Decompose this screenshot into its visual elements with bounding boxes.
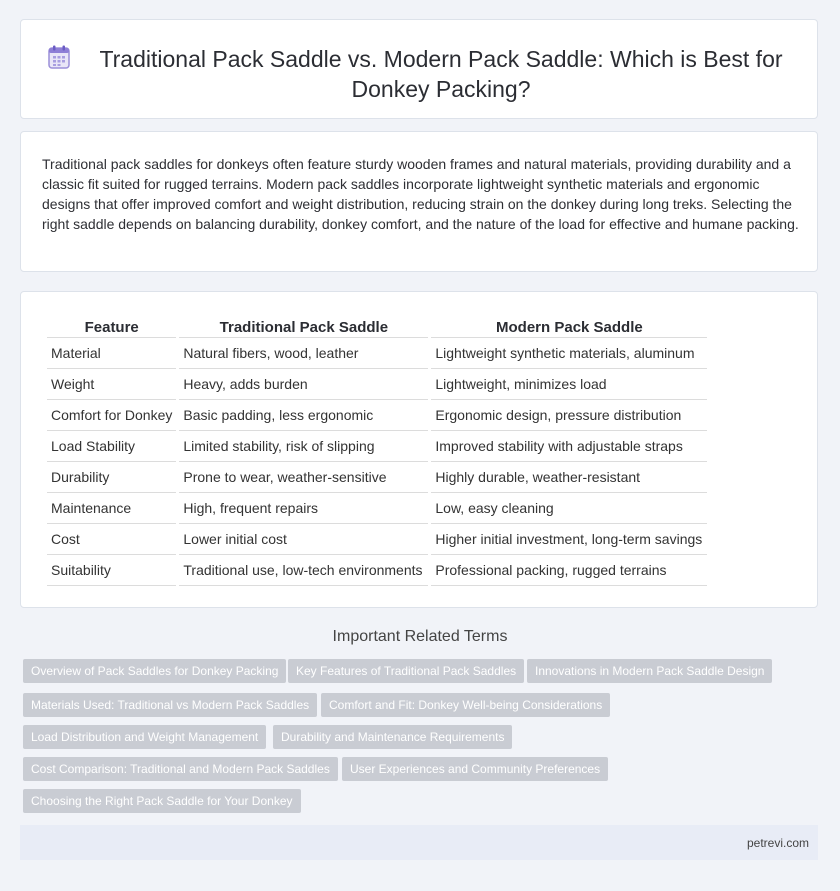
table-row <box>47 369 707 400</box>
related-term-tag[interactable]: Choosing the Right Pack Saddle for Your Donkey <box>23 789 301 813</box>
table-cell-traditional: Prone to wear, weather-sensitive <box>179 462 428 493</box>
column-header-traditional: Traditional Pack Saddle <box>179 317 428 338</box>
column-header-feature: Feature <box>47 317 176 338</box>
related-term-tag[interactable]: Load Distribution and Weight Management <box>23 725 266 749</box>
table-cell-traditional: Natural fibers, wood, leather <box>179 338 428 369</box>
related-term-tag[interactable]: Cost Comparison: Traditional and Modern Pack Saddles <box>23 757 338 781</box>
table-cell-modern: Improved stability with adjustable straps <box>431 431 707 462</box>
table-cell-modern: Lightweight, minimizes load <box>431 369 707 400</box>
related-term-tag[interactable]: User Experiences and Community Preferences <box>342 757 608 781</box>
related-term-tag[interactable]: Overview of Pack Saddles for Donkey Packing <box>23 659 286 683</box>
table-row <box>47 555 707 586</box>
related-terms-heading: Important Related Terms <box>332 628 508 645</box>
table-cell-traditional: Limited stability, risk of slipping <box>179 431 428 462</box>
table-cell-modern: Professional packing, rugged terrains <box>431 555 707 586</box>
column-header-modern: Modern Pack Saddle <box>431 317 707 338</box>
calendar-icon <box>48 45 70 70</box>
related-term-tag[interactable]: Comfort and Fit: Donkey Well-being Considerations <box>321 693 610 717</box>
table-cell-modern: Highly durable, weather-resistant <box>431 462 707 493</box>
table-cell-traditional: Basic padding, less ergonomic <box>179 400 428 431</box>
table-cell-traditional: Lower initial cost <box>179 524 428 555</box>
table-cell-feature: Material <box>47 338 176 369</box>
table-cell-feature: Weight <box>47 369 176 400</box>
intro-card <box>20 131 818 272</box>
table-cell-traditional: High, frequent repairs <box>179 493 428 524</box>
related-term-tag[interactable]: Durability and Maintenance Requirements <box>273 725 512 749</box>
table-cell-feature: Maintenance <box>47 493 176 524</box>
table-cell-modern: Low, easy cleaning <box>431 493 707 524</box>
comparison-card <box>20 291 818 608</box>
table-cell-modern: Lightweight synthetic materials, aluminum <box>431 338 707 369</box>
comparison-table <box>44 317 710 586</box>
intro-paragraph: Traditional pack saddles for donkeys often feature sturdy wooden frames and natural materials, providing durability and a classic fit suited for rugged terrains. Modern pack saddles incorporate lightweight synthetic materials and ergonomic designs that offer improved comfort and weight distribution, reducing strain on the donkey during long treks. Selecting the right saddle depends on balancing durability, donkey comfort, and the nature of the load for effective and humane packing. <box>42 156 799 232</box>
table-row <box>47 338 707 369</box>
table-cell-traditional: Heavy, adds burden <box>179 369 428 400</box>
table-row <box>47 462 707 493</box>
footer <box>20 825 818 860</box>
table-row <box>47 400 707 431</box>
table-cell-feature: Suitability <box>47 555 176 586</box>
table-row <box>47 431 707 462</box>
table-header-row <box>47 317 707 338</box>
table-cell-modern: Higher initial investment, long-term savings <box>431 524 707 555</box>
table-cell-feature: Cost <box>47 524 176 555</box>
page-title: Traditional Pack Saddle vs. Modern Pack Saddle: Which is Best for Donkey Packing? <box>99 46 783 102</box>
table-cell-modern: Ergonomic design, pressure distribution <box>431 400 707 431</box>
table-cell-traditional: Traditional use, low-tech environments <box>179 555 428 586</box>
table-cell-feature: Durability <box>47 462 176 493</box>
table-cell-feature: Load Stability <box>47 431 176 462</box>
table-cell-feature: Comfort for Donkey <box>47 400 176 431</box>
related-term-tag[interactable]: Materials Used: Traditional vs Modern Pack Saddles <box>23 693 317 717</box>
table-row <box>47 493 707 524</box>
related-term-tag[interactable]: Innovations in Modern Pack Saddle Design <box>527 659 772 683</box>
table-row <box>47 524 707 555</box>
title-card <box>20 19 818 119</box>
footer-site-name[interactable]: petrevi.com <box>746 836 809 850</box>
related-term-tag[interactable]: Key Features of Traditional Pack Saddles <box>288 659 524 683</box>
